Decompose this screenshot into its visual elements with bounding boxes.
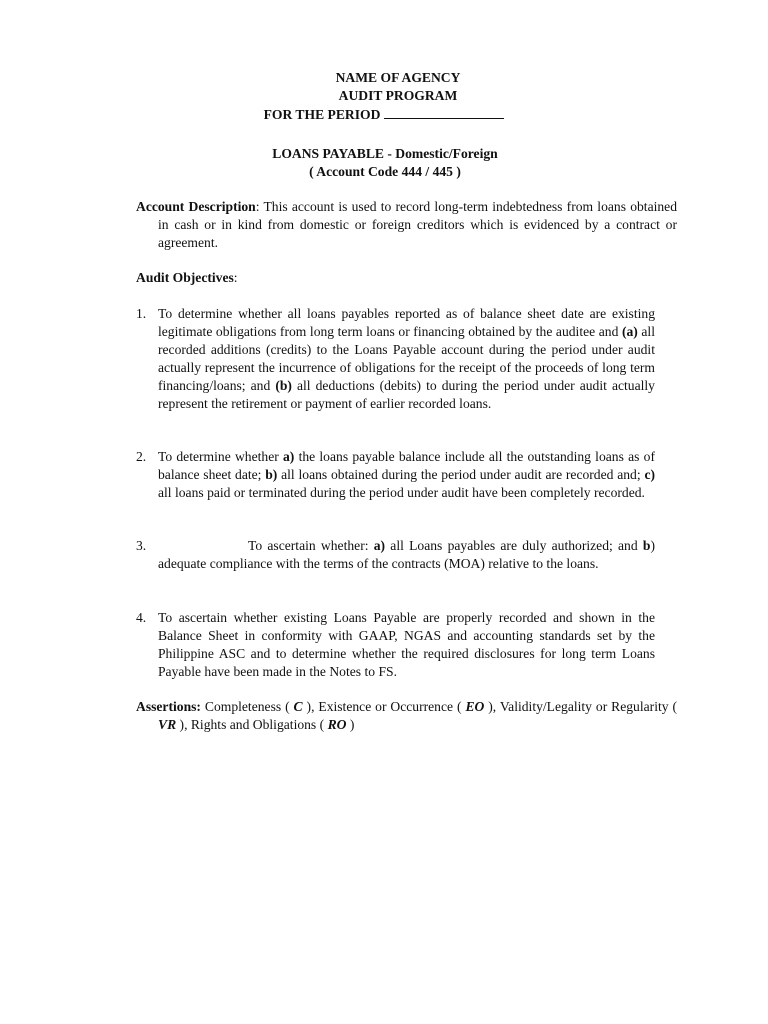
- assertions: [136, 698, 677, 734]
- assertion-code: VR: [158, 717, 177, 732]
- item-number: 2.: [136, 449, 147, 464]
- list-item: [136, 305, 655, 413]
- item-marker: (a): [621, 324, 638, 339]
- assertions-label: Assertions:: [136, 699, 201, 714]
- assertions-text: Completeness (: [200, 699, 294, 714]
- item-text-part: ) adequate compliance with the terms of the contracts (MOA) relative to the loans.: [158, 538, 655, 571]
- item-text-part: all Loans payables are duly authorized; and: [385, 538, 643, 553]
- item-marker: b: [642, 538, 651, 553]
- account-description-text: : This account is used to record long-term indebtedness from loans obtained in cash or in kind from domestic or foreign creditors which is evidenced by a contract or agreement.: [158, 199, 678, 250]
- audit-objectives-colon: :: [233, 270, 238, 285]
- item-text: To ascertain whether existing Loans Payable are properly recorded and shown in the Balance Sheet in conformity with GAAP, NGAS and accounting standards set by the Philippine ASC and to determine whether the required disclosures for long term Loans Payable have been made in the Notes to FS.: [158, 610, 655, 679]
- program-title: AUDIT PROGRAM: [338, 88, 458, 103]
- list-item: [136, 609, 655, 681]
- item-number: 3.: [136, 538, 147, 553]
- item-text-part: the loans payable balance include all the outstanding loans as of balance sheet date;: [158, 449, 655, 482]
- assertions-text: ), Validity/Legality or Regularity (: [484, 699, 677, 714]
- item-text: [158, 537, 655, 573]
- account-title: LOANS PAYABLE - Domestic/Foreign: [272, 146, 498, 161]
- item-marker: b): [265, 467, 278, 482]
- item-marker: a): [373, 538, 386, 553]
- item-marker: c): [644, 467, 655, 482]
- list-item: [136, 537, 655, 573]
- period-blank: [384, 105, 504, 119]
- account-description-label: Account Description: [136, 199, 256, 214]
- document-header: [0, 69, 768, 124]
- assertion-code: RO: [327, 717, 347, 732]
- item-text-part: To determine whether: [158, 449, 283, 464]
- item-text-part: To determine whether all loans payables reported as of balance sheet date are existing legitimate obligations from long term loans or financing obtained by the auditee and: [158, 306, 655, 339]
- item-marker: a): [283, 449, 295, 464]
- period-label: FOR THE PERIOD: [263, 107, 381, 122]
- item-marker: (b): [275, 378, 292, 393]
- item-text-part: To ascertain whether:: [248, 538, 374, 553]
- account-description: [136, 198, 677, 252]
- account-code: ( Account Code 444 / 445 ): [309, 164, 461, 179]
- assertions-text: ): [346, 717, 355, 732]
- document-subheader: [0, 145, 768, 181]
- assertion-code: EO: [465, 699, 485, 714]
- assertions-text: ), Existence or Occurrence (: [302, 699, 466, 714]
- list-item: [136, 448, 655, 502]
- item-number: 1.: [136, 306, 147, 321]
- item-text-part: all deductions (debits) to during the period under audit actually represent the retirement or payment of earlier recorded loans.: [158, 378, 655, 411]
- audit-objectives-label: Audit Objectives: [136, 270, 234, 285]
- assertion-code: C: [293, 699, 303, 714]
- item-text-part: all loans paid or terminated during the period under audit have been completely recorded.: [158, 485, 645, 500]
- item-text-part: all recorded additions (credits) to the Loans Payable account during the period under audit actually represent the incurrence of obligations for the receipt of the proceeds of long term financing/loans; and: [158, 324, 655, 393]
- period-line: [0, 105, 768, 124]
- item-number: 4.: [136, 610, 147, 625]
- agency-name: NAME OF AGENCY: [335, 70, 461, 85]
- item-text-part: all loans obtained during the period under audit are recorded and;: [277, 467, 645, 482]
- item-text: [158, 305, 655, 413]
- item-text: [158, 448, 655, 502]
- audit-objectives-heading: [136, 269, 655, 287]
- assertions-text: ), Rights and Obligations (: [176, 717, 328, 732]
